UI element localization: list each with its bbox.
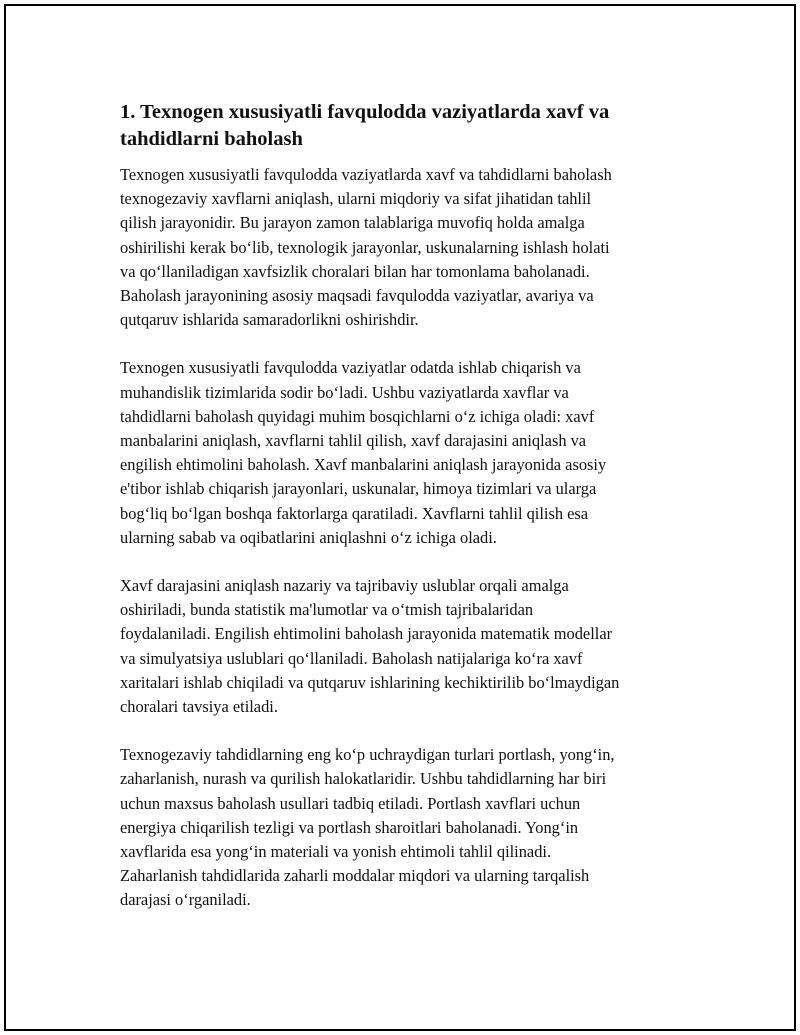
paragraph-1 (120, 163, 690, 332)
text-line: Texnogen xususiyatli favqulodda vaziyatlarda xavf va tahdidlarni baholash (120, 165, 612, 184)
text-line: texnogezaviy xavflarni aniqlash, ularni miqdoriy va sifat jihatidan tahlil (120, 189, 592, 209)
text-line: qilish jarayonidir. Bu jarayon zamon talablariga muvofiq holda amalga (120, 213, 585, 233)
text-line: Baholash jarayonining asosiy maqsadi favqulodda vaziyatlar, avariya va (120, 286, 594, 306)
text-line: tahdidlarni baholash quyidagi muhim bosqichlarni o‘z ichiga oladi: xavf (120, 406, 595, 426)
text-line: Texnogen xususiyatli favqulodda vaziyatlar odatda ishlab chiqarish va (120, 358, 581, 378)
text-line: va qo‘llaniladigan xavfsizlik choralari bilan har tomonlama baholanadi. (120, 261, 590, 281)
text-line: foydalaniladi. Engilish ehtimolini baholash jarayonida matematik modellar (120, 624, 613, 644)
text-line: zaharlanish, nurash va qurilish halokatlaridir. Ushbu tahdidlarning har biri (120, 769, 607, 789)
text-line: Texnogezaviy tahdidlarning eng ko‘p uchraydigan turlari portlash, yong‘in, (120, 745, 615, 765)
text-line: muhandislik tizimlarida sodir bo‘ladi. Ushbu vaziyatlarda xavflar va (120, 382, 569, 402)
text-line: oshiriladi, bunda statistik ma'lumotlar va o‘tmish tajribalaridan (120, 600, 534, 620)
text-line: Zaharlanish tahdidlarida zaharli moddalar miqdori va ularning tarqalish (120, 866, 590, 886)
text-line: oshirilishi kerak bo‘lib, texnologik jarayonlar, uskunalarning ishlash holati (120, 237, 610, 257)
text-line: choralari tavsiya etiladi. (120, 697, 278, 717)
page-frame (4, 4, 796, 1031)
text-line: manbalarini aniqlash, xavflarni tahlil qilish, xavf darajasini aniqlash va (120, 431, 587, 451)
text-line: Xavf darajasini aniqlash nazariy va tajribaviy uslublar orqali amalga (120, 576, 569, 596)
text-line: uchun maxsus baholash usullari tadbiq etiladi. Portlash xavflari uchun (120, 793, 581, 813)
text-line: qutqaruv ishlarida samaradorlikni oshirishdir. (120, 310, 419, 330)
paragraph-3 (120, 574, 690, 719)
document-body (120, 99, 690, 937)
section-heading (120, 99, 690, 153)
text-line: darajasi o‘rganiladi. (120, 890, 251, 910)
text-line: va simulyatsiya uslublari qo‘llaniladi. Baholash natijalariga ko‘ra xavf (120, 648, 583, 668)
heading-line: 1. Texnogen xususiyatli favqulodda vaziyatlarda xavf va (120, 101, 610, 123)
text-line: energiya chiqarilish tezligi va portlash sharoitlari baholanadi. Yong‘in (120, 817, 579, 837)
text-line: ularning sabab va oqibatlarini aniqlashni o‘z ichiga oladi. (120, 527, 497, 547)
text-line: xaritalari ishlab chiqiladi va qutqaruv ishlarining kechiktirilib bo‘lmaydigan (120, 672, 620, 692)
text-line: engilish ehtimolini baholash. Xavf manbalarini aniqlash jarayonida asosiy (120, 455, 607, 475)
text-line: bog‘liq bo‘lgan boshqa faktorlarga qaratiladi. Xavflarni tahlil qilish esa (120, 503, 589, 523)
paragraph-4 (120, 743, 690, 912)
text-line: xavflarida esa yong‘in materiali va yonish ehtimoli tahlil qilinadi. (120, 842, 552, 862)
heading-line: tahdidlarni baholash (120, 128, 303, 150)
paragraph-2 (120, 356, 690, 550)
text-line: e'tibor ishlab chiqarish jarayonlari, uskunalar, himoya tizimlari va ularga (120, 479, 597, 499)
